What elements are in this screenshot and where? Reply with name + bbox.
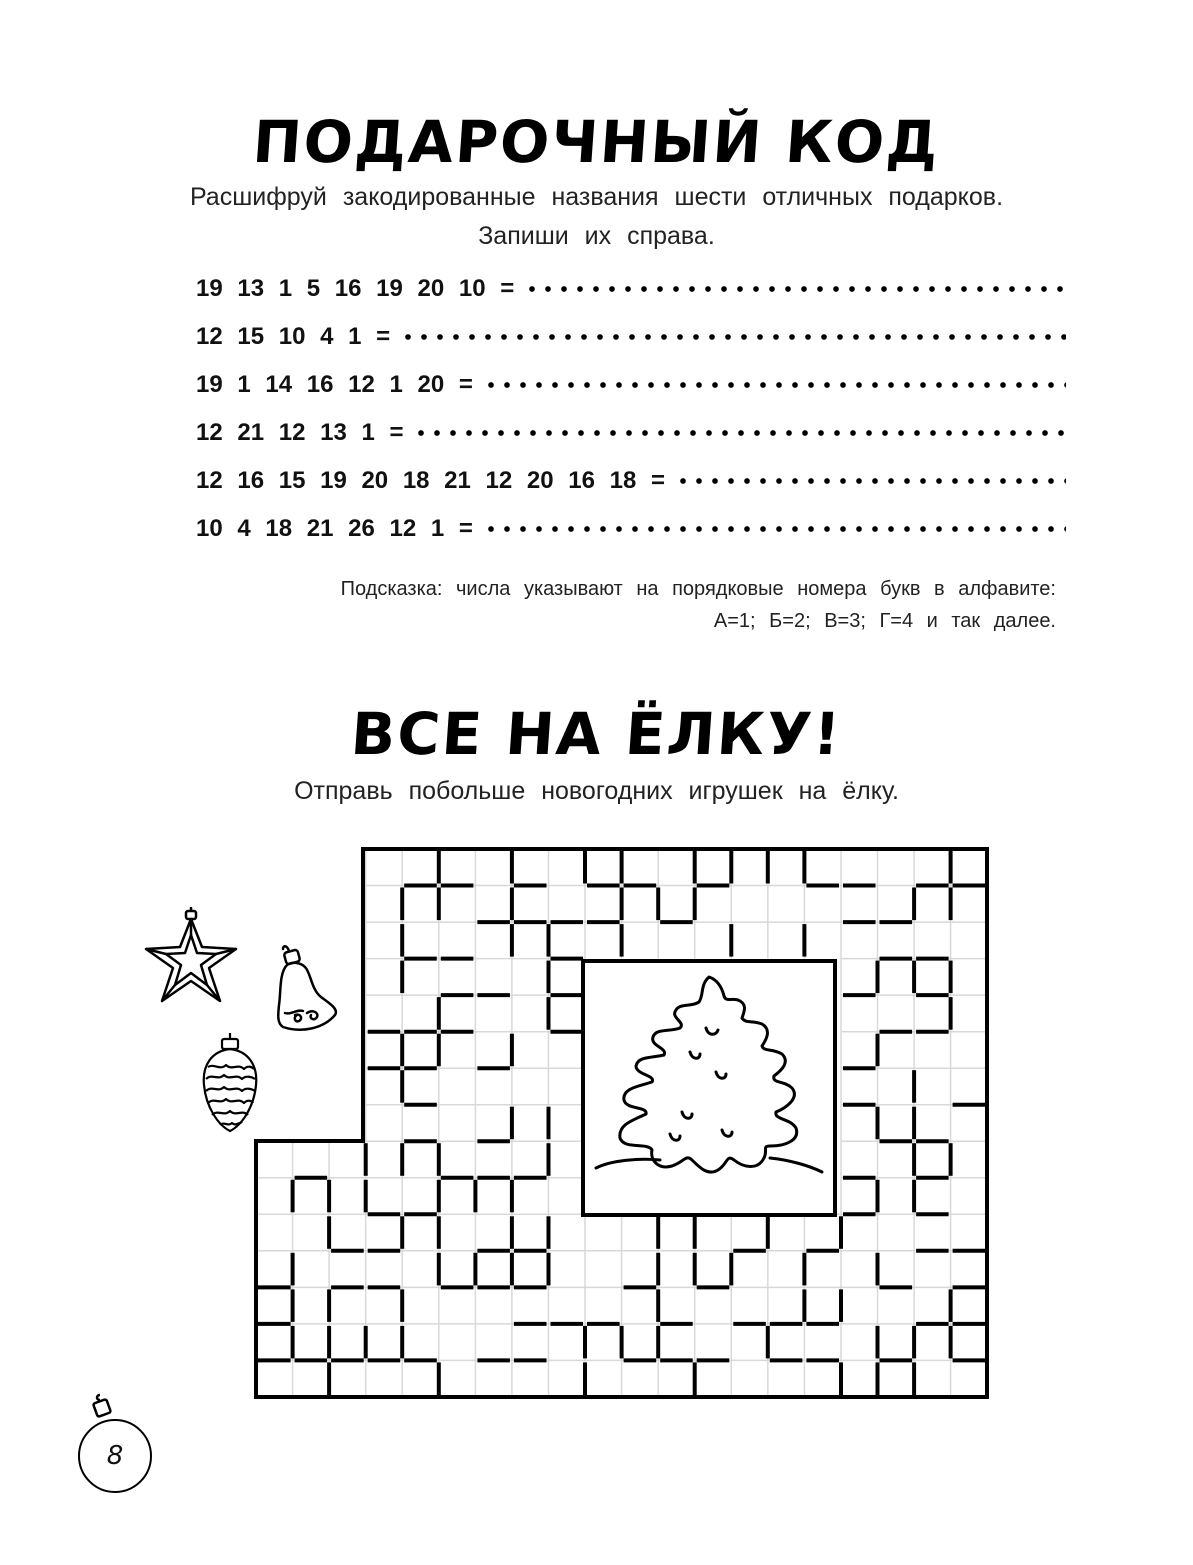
tree-box [583,961,835,1215]
page-number-ornament [78,1393,154,1493]
to-the-tree-title: ВСЕ НА ЁЛКУ! [348,700,845,768]
bell-ornament-icon[interactable] [273,943,341,1033]
code-numbers: 19 13 1 5 16 19 20 10 = [196,275,515,302]
hint-line-2: А=1; Б=2; В=3; Г=4 и так далее. [713,610,1056,632]
page-number: 8 [78,1419,152,1493]
hint-line-1: Подсказка: числа указывают на порядковые номера букв в алфавите: [340,578,1056,600]
gift-code-instruction-1: Расшифруй закодированные названия шести отличных подарков. [189,183,1004,211]
gift-code-instruction-2: Запиши их справа. [478,222,715,250]
code-numbers: 12 15 10 4 1 = [196,323,391,350]
code-numbers: 12 21 12 13 1 = [196,419,404,446]
star-ornament-icon[interactable] [142,905,242,1010]
code-numbers: 19 1 14 16 12 1 20 = [196,371,473,398]
code-numbers: 12 16 15 19 20 18 21 12 20 16 18 = [196,467,666,494]
to-the-tree-instruction: Отправь побольше новогодних игрушек на ёлку. [294,777,899,805]
code-numbers: 10 4 18 21 26 12 1 = [196,515,473,542]
pinecone-ornament-icon[interactable] [198,1033,262,1133]
gift-code-title: ПОДАРОЧНЫЙ КОД [250,108,943,176]
